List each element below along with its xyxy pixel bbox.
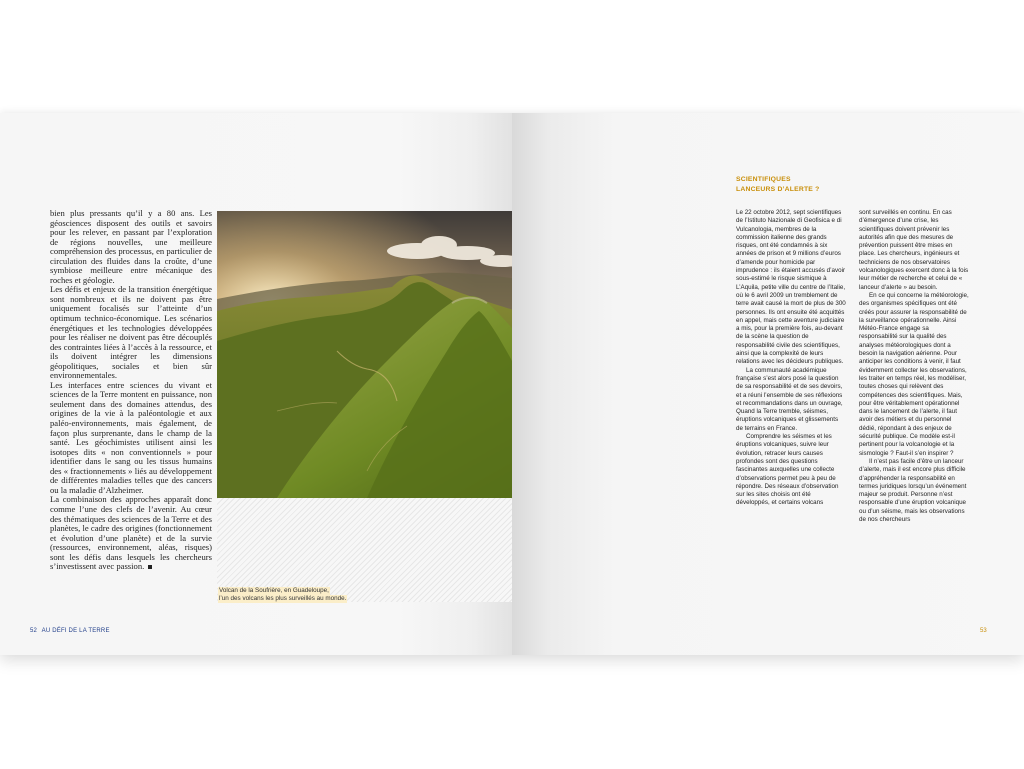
right-col1-paragraph-2: La communauté académique française s’est alors posé la question de sa responsabilité et de ses devoirs, et a réuni l’ensemble de ses réflexions et recommandations dans un ouvrage, Quand la Terre tremble, séismes, éruptions volcaniques et glissements de terrains en France. [736,366,843,432]
right-col2-paragraph-2: En ce qui concerne la météorologie, des organismes spécifiques ont été créés pour assurer la responsabilité de la surveillance opérationnelle. Ainsi Météo-France engage sa responsabilité sur la qualité des analyses météorologiques dont a besoin la navigation aérienne. Pour anticiper les conditions à venir, il faut évidemment collecter les observations, les traiter en temps réel, les modéliser, toutes choses qui relèvent des compétences des scientifiques. Mais, pour être véritablement opérationnel dans le lancement de l’alerte, il faut avoir des métiers et du personnel dédié, répondant à des enjeux de sécurité publique. Ce modèle est-il pertinent pour la volcanologie et la sismologie ? Faut-il s’en inspirer ? [859,291,969,457]
left-paragraph-1: bien plus pressants qu’il y a 80 ans. Les géosciences disposent des outils et savoirs pour les relever, en passant par l’exploration de régions nouvelles, une meilleure compréhension des processus, en particulier de circulation des fluides dans la croûte, d’une symbiose meilleure entre mécanique des roches et géologie. [50,208,212,285]
right-page [512,113,1024,655]
caption-line-2: l’un des volcans les plus surveillés au monde. [219,595,347,603]
left-running-title: AU DÉFI DE LA TERRE [41,628,110,634]
left-body-text [50,209,212,572]
sidebar-heading-line-1: SCIENTIFIQUES [736,176,791,183]
end-of-article-mark [148,565,152,569]
right-col1-paragraph-1: Le 22 octobre 2012, sept scientifiques de l’Istituto Nazionale di Geofisica e di Vulcanologia, membres de la commission italienne des grands risques, ont été condamnés à six années de prison et 9 millions d’euros d’amende pour homicide par imprudence : ils étaient accusés d’avoir sous-estimé le risque sismique à L’Aquila, petite ville du centre de l’Italie, où le 6 avril 2009 un tremblement de terre avait causé la mort de plus de 300 personnes. Ils ont ensuite été acquittés en appel, mais cette aventure judiciaire a mis, pour la première fois, au-devant de la scène la question de responsabilité civile des scientifiques, ainsi que la complexité de leurs relations avec les décideurs publiques. [736,209,846,366]
right-col2-paragraph-1: sont surveillés en continu. En cas d’émergence d’une crise, les scientifiques doivent prévenir les autorités afin que des mesures de prévention puissent être mises en place. Les chercheurs, ingénieurs et techniciens de nos observatoires volcanologiques exercent donc à la fois leur métier de recherche et celui de « lanceur d’alerte » au besoin. [859,209,969,291]
volcano-landscape-illustration [217,211,512,498]
right-col1-paragraph-3: Comprendre les séismes et les éruptions volcaniques, suivre leur évolution, retracer leurs causes profondes sont des questions fascinantes auxquelles une collecte d’observations permet peu à peu de répondre. Des réseaux d’observation sur les sites choisis ont été développés, et certains volcans [736,433,839,507]
magazine-spread [0,113,1024,655]
left-paragraph-3: Les interfaces entre sciences du vivant et sciences de la Terre montent en puissance, non seulement dans des domaines attendus, des origines de la vie à la paléontologie et aux paléo-environnements, mais également, de façon plus surprenante, dans le champ de la santé. Les géochimistes utilisent ainsi les isotopes dits « non conventionnels » pour identifier dans le sang ou les tissus humains des « fractionnements » liés au développement de différentes maladies telles que des cancers ou la maladie d’Alzheimer. [50,379,212,495]
caption-line-1: Volcan de la Soufrière, en Guadeloupe, [219,587,329,594]
volcano-photo [217,211,512,498]
right-page-number: 53 [980,628,987,634]
left-page [0,113,512,655]
left-paragraph-4 [50,495,212,571]
photo-caption [218,587,398,603]
left-page-number: 52 [30,628,38,634]
left-paragraph-2: Les défis et enjeux de la transition énergétique sont nombreux et ils ne doivent pas être uniquement focalisés sur l’atteinte d’un optimum technico-économique. Les scénarios énergétiques et les technologies développées pour les réaliser ne doivent pas être découplés des contraintes liées à l’accès à la ressource, et ils doivent intégrer les dimensions géopolitiques, sociales et bien sûr environnementales. [50,284,212,381]
right-column-2 [859,209,969,524]
right-col2-paragraph-3: Il n’est pas facile d’être un lanceur d’alerte, mais il est encore plus difficile d’appréhender la responsabilité en termes juridiques lorsqu’un événement majeur se produit. Personne n’est responsable d’une éruption volcanique ou d’un séisme, mais les observations de nos chercheurs [859,457,967,523]
left-folio [30,628,110,634]
right-column-1 [736,209,846,508]
left-paragraph-4-text: La combinaison des approches apparaît donc comme l’une des clefs de l’avenir. Au cœur des thématiques des sciences de la Terre et des planètes, le cadre des origines (fonctionnement et évolution d’une planète) et de la survie (ressources, environnement, aléas, risques) sont les défis dans lesquels les chercheurs s’investissent avec passion. [50,494,212,572]
sidebar-heading [736,175,819,194]
sidebar-heading-line-2: LANCEURS D’ALERTE ? [736,185,820,193]
